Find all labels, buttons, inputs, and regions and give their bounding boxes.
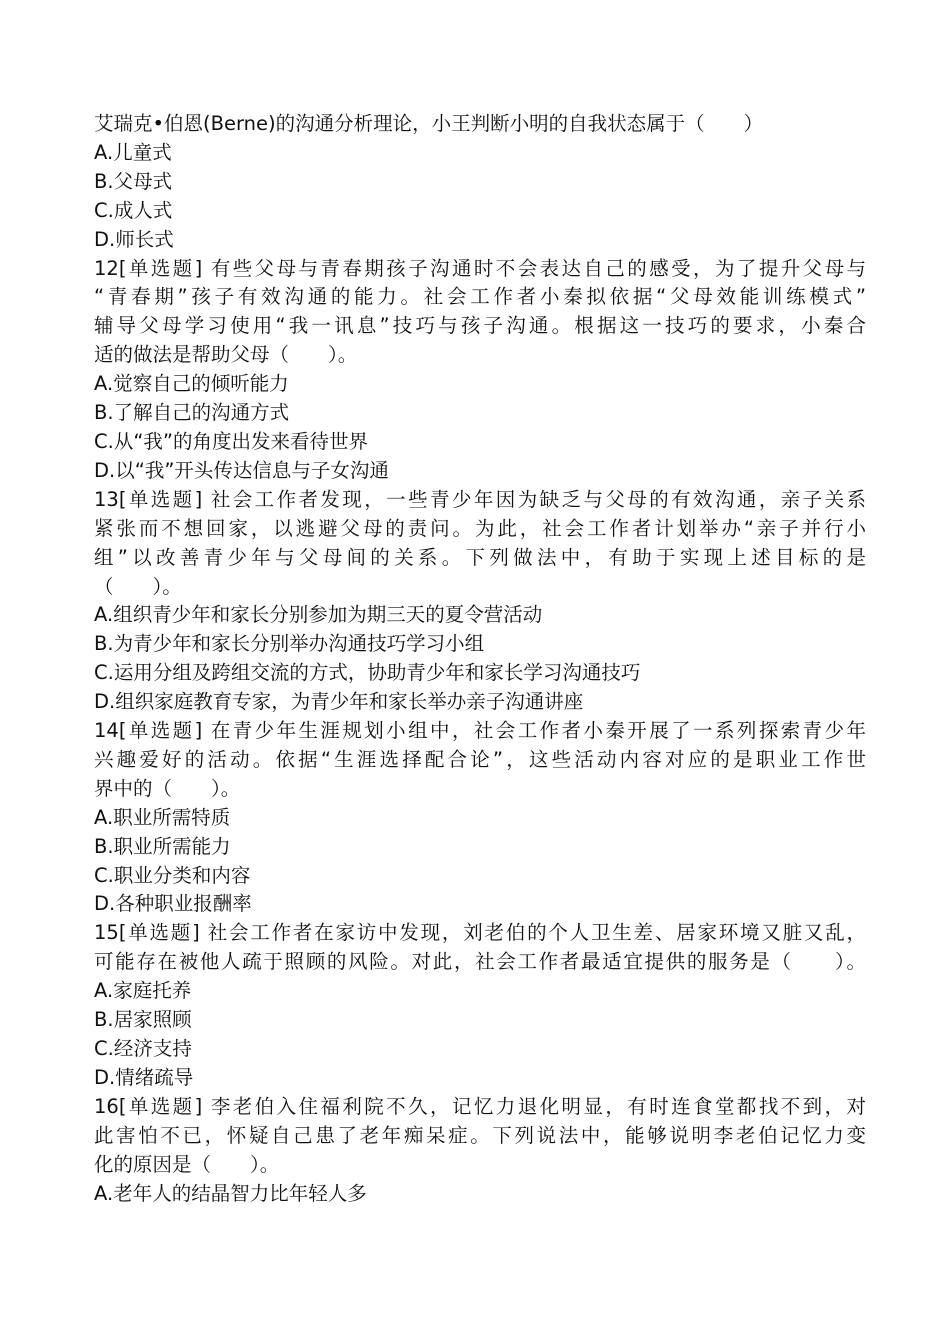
- option-b: B.父母式: [94, 169, 173, 193]
- option-b: B.居家照顾: [94, 1008, 192, 1032]
- option-a: A.职业所需特质: [94, 805, 231, 829]
- option-a: A.儿童式: [94, 140, 172, 164]
- question-13-line: 13[单选题] 社会工作者发现，一些青少年因为缺乏与父母的有效沟通，亲子关系: [94, 487, 866, 511]
- option-c: C.经济支持: [94, 1037, 192, 1060]
- question-12-line: 12[单选题] 有些父母与青春期孩子沟通时不会表达自己的感受，为了提升父母与: [94, 256, 866, 280]
- option-d: D.组织家庭教育专家，为青少年和家长举办亲子沟通讲座: [94, 690, 584, 714]
- document-body: [94, 110, 866, 1208]
- question-12-line: 辅导父母学习使用“我一讯息”技巧与孩子沟通。根据这一技巧的要求，小秦合: [94, 314, 866, 338]
- option-a: A.老年人的结晶智力比年轻人多: [94, 1181, 367, 1205]
- option-c: C.运用分组及跨组交流的方式，协助青少年和家长学习沟通技巧: [94, 661, 641, 685]
- question-14-line: 14[单选题] 在青少年生涯规划小组中，社会工作者小秦开展了一系列探索青少年: [94, 719, 866, 743]
- question-15-line: 可能存在被他人疏于照顾的风险。对此，社会工作者最适宜提供的服务是（ ）。: [94, 950, 866, 974]
- option-d: D.师长式: [94, 227, 174, 251]
- question-12-line: 适的做法是帮助父母（ ）。: [94, 343, 358, 367]
- question-13-line: 紧张而不想回家，以逃避父母的责问。为此，社会工作者计划举办“亲子并行小: [94, 516, 866, 540]
- question-13-line: 组”以改善青少年与父母间的关系。下列做法中，有助于实现上述目标的是: [94, 545, 866, 569]
- option-a: A.觉察自己的倾听能力: [94, 372, 289, 396]
- option-a: A.家庭托养: [94, 979, 192, 1003]
- option-d: D.以“我”开头传达信息与子女沟通: [94, 458, 389, 482]
- question-16-line: 16[单选题] 李老伯入住福利院不久，记忆力退化明显，有时连食堂都找不到，对: [94, 1094, 866, 1118]
- question-14-line: 兴趣爱好的活动。依据“生涯选择配合论”，这些活动内容对应的是职业工作世: [94, 747, 866, 771]
- option-a: A.组织青少年和家长分别参加为期三天的夏令营活动: [94, 603, 543, 627]
- question-16-line: 化的原因是（ ）。: [94, 1152, 280, 1176]
- question-16-line: 此害怕不已，怀疑自己患了老年痴呆症。下列说法中，能够说明李老伯记忆力变: [94, 1123, 866, 1147]
- option-d: D.情绪疏导: [94, 1065, 194, 1089]
- question-15-line: 15[单选题] 社会工作者在家访中发现，刘老伯的个人卫生差、居家环境又脏又乱，: [94, 921, 866, 945]
- option-c: C.成人式: [94, 198, 173, 222]
- option-d: D.各种职业报酬率: [94, 892, 252, 916]
- question-11-stem-end: 艾瑞克•伯恩(Berne)的沟通分析理论，小王判断小明的自我状态属于（ ）: [94, 112, 764, 135]
- question-12-line: “青春期”孩子有效沟通的能力。社会工作者小秦拟依据“父母效能训练模式”: [94, 285, 866, 309]
- question-14-line: 界中的（ ）。: [94, 776, 241, 800]
- question-13-line: （ ）。: [94, 574, 182, 598]
- option-b: B.为青少年和家长分别举办沟通技巧学习小组: [94, 632, 485, 656]
- option-b: B.职业所需能力: [94, 834, 231, 858]
- option-c: C.职业分类和内容: [94, 863, 251, 887]
- option-b: B.了解自己的沟通方式: [94, 401, 290, 425]
- option-c: C.从“我”的角度出发来看待世界: [94, 429, 369, 453]
